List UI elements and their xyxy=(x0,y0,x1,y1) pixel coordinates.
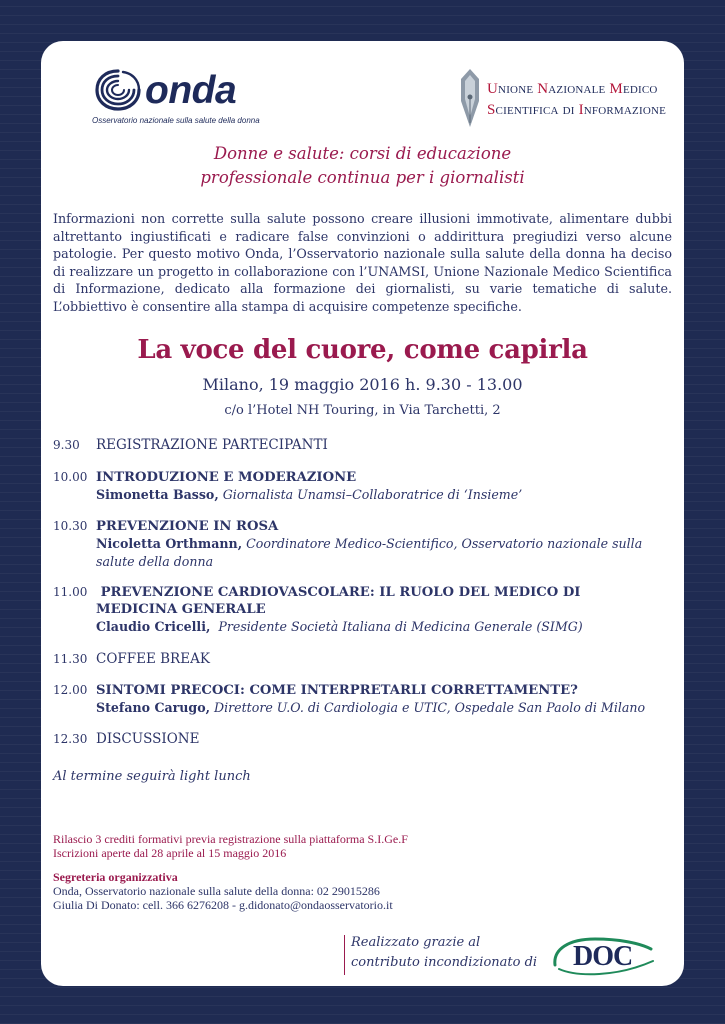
program-time: 11.00 xyxy=(53,585,88,599)
lunch-note: Al termine seguirà light lunch xyxy=(53,769,251,784)
flyer-card xyxy=(41,41,684,986)
program-time: 11.30 xyxy=(53,652,88,666)
speaker-role: Presidente Società Italiana di Medicina Generale (SIMG) xyxy=(210,619,583,634)
speaker-role: Direttore U.O. di Cardiologia e UTIC, Ospedale San Paolo di Milano xyxy=(210,700,646,715)
sponsor-divider xyxy=(344,935,345,975)
segreteria-contacts xyxy=(53,884,393,912)
event-title: La voce del cuore, come capirla xyxy=(137,335,588,365)
program-title: SINTOMI PRECOCI: COME INTERPRETARLI CORRETTAMENTE? xyxy=(96,683,578,698)
program-speaker-line xyxy=(96,618,656,636)
speaker-name: Stefano Carugo, xyxy=(96,700,211,715)
intro-paragraph: Informazioni non corrette sulla salute possono creare illusioni immotivate, alimentare dubbi altrettanto ingiustificati e radicare false convinzioni o addirittura pregiudizi verso alcune patologie. Per questo motivo Onda, l’Osservatorio nazionale sulla salute della donna ha deciso di realizzare un progetto in collaborazione con l’UNAMSI, Unione Nazionale Medico Scientifica di Informazione, dedicato alla formazione dei giornalisti, su varie tematiche di salute. L’obbiettivo è consentire alla stampa di acquisire competenze specifiche. xyxy=(53,211,672,314)
program-title: DISCUSSIONE xyxy=(96,731,200,747)
speaker-name: Claudio Cricelli, xyxy=(96,619,211,634)
program-content xyxy=(96,469,656,504)
credits-info xyxy=(53,832,408,860)
program-title: PREVENZIONE CARDIOVASCOLARE: IL RUOLO DEL MEDICO DI MEDICINA GENERALE xyxy=(96,585,586,617)
doc-logo-text: DOC xyxy=(573,941,633,972)
program-time: 10.00 xyxy=(53,470,88,484)
program-title: COFFEE BREAK xyxy=(96,651,210,667)
program-time: 12.30 xyxy=(53,732,88,746)
program-content xyxy=(96,518,656,570)
program-speaker-line xyxy=(96,486,656,504)
speaker-role: Giornalista Unamsi–Collaboratrice di ‘Insieme’ xyxy=(218,487,523,502)
program-time: 12.00 xyxy=(53,683,88,697)
program-content xyxy=(96,682,656,717)
event-date: Milano, 19 maggio 2016 h. 9.30 - 13.00 xyxy=(202,375,523,394)
program-time: 9.30 xyxy=(53,438,80,452)
subtitle-line-1: Donne e salute: corsi di educazione xyxy=(213,144,512,163)
sponsor-note xyxy=(351,933,537,973)
segreteria-title: Segreteria organizzativa xyxy=(53,870,178,884)
sponsor-line-2: contributo incondizionato di xyxy=(351,955,538,970)
segreteria-line-1: Onda, Osservatorio nazionale sulla salute della donna: 02 29015286 xyxy=(53,884,380,898)
speaker-name: Simonetta Basso, xyxy=(96,487,219,502)
onda-logo-text: onda xyxy=(145,69,237,112)
unamsi-line-2: Scientifica di Informazione xyxy=(487,102,667,118)
program-speaker-line xyxy=(96,699,656,717)
subtitle-line-2: professionale continua per i giornalisti xyxy=(200,168,525,187)
program-speaker-line xyxy=(96,535,656,570)
event-venue: c/o l’Hotel NH Touring, in Via Tarchetti, 2 xyxy=(224,403,501,418)
onda-tagline: Osservatorio nazionale sulla salute della donna xyxy=(92,116,260,125)
program-title: INTRODUZIONE E MODERAZIONE xyxy=(96,470,357,485)
sponsor-line-1: Realizzato grazie al xyxy=(351,935,481,950)
speaker-name: Nicoletta Orthmann, xyxy=(96,536,243,551)
segreteria-line-2: Giulia Di Donato: cell. 366 6276208 - g.didonato@ondaosservatorio.it xyxy=(53,898,393,912)
unamsi-line-1: Unione Nazionale Medico xyxy=(487,81,658,97)
program-content xyxy=(96,584,656,636)
program-time: 10.30 xyxy=(53,519,88,533)
program-title: PREVENZIONE IN ROSA xyxy=(96,519,279,534)
program-title: REGISTRAZIONE PARTECIPANTI xyxy=(96,437,328,453)
speaker-role: Coordinatore Medico-Scientifico, Osservatorio nazionale sulla salute della donna xyxy=(96,536,643,569)
credits-line-2: Iscrizioni aperte dal 28 aprile al 15 maggio 2016 xyxy=(53,846,287,860)
credits-line-1: Rilascio 3 crediti formativi previa registrazione sulla piattaforma S.I.Ge.F xyxy=(53,832,408,846)
